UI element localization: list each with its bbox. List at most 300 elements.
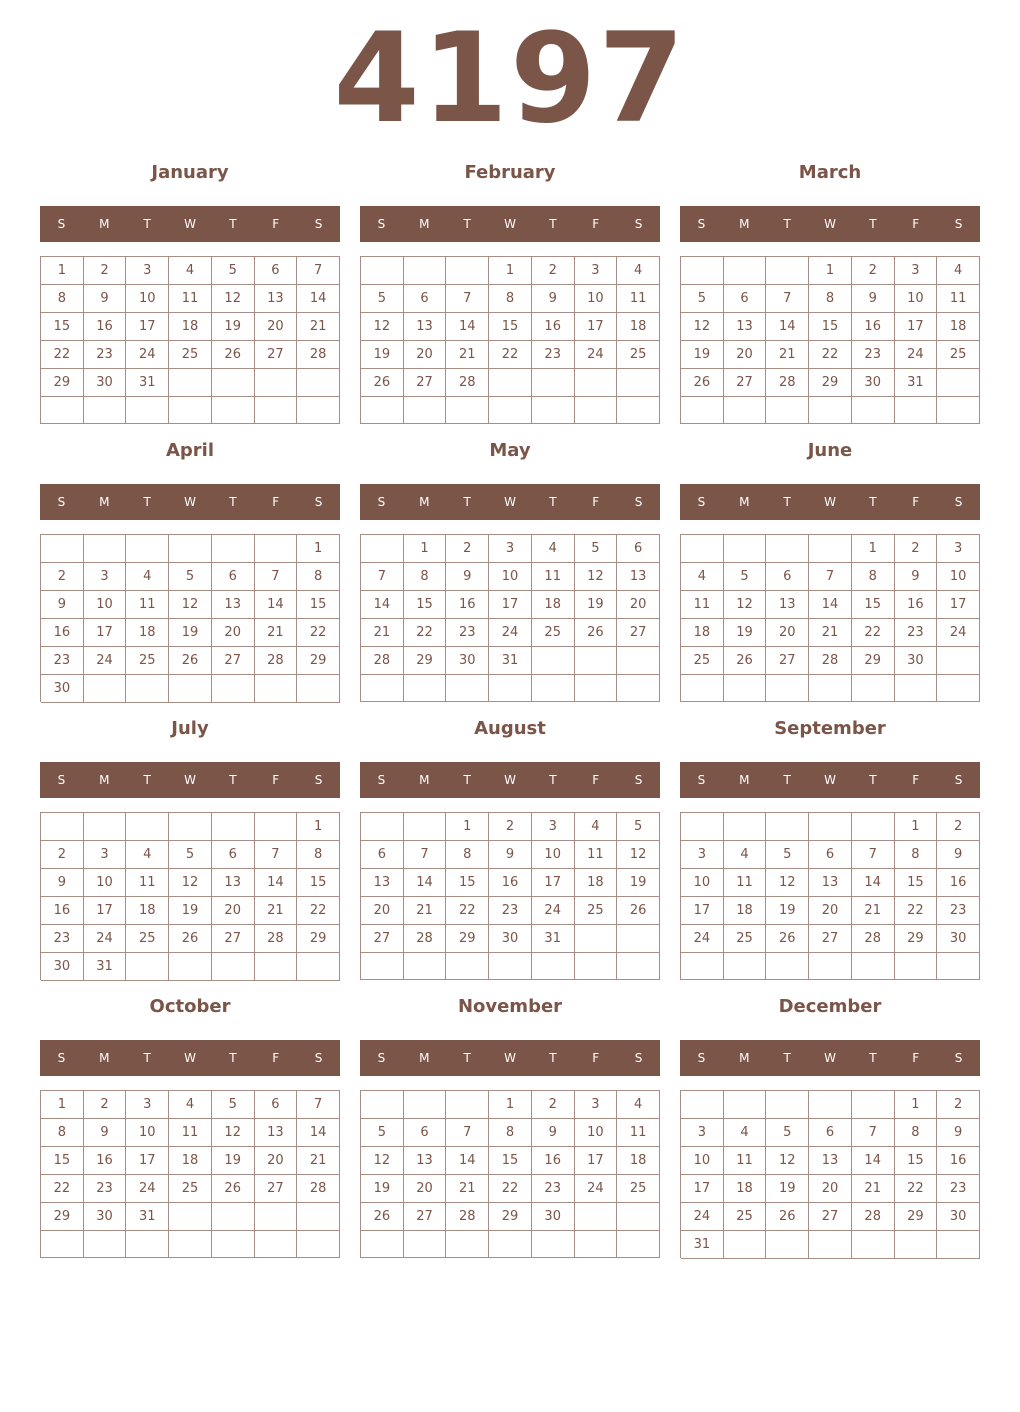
day-cell[interactable]: 1 bbox=[446, 813, 489, 841]
day-cell[interactable]: 16 bbox=[489, 869, 532, 897]
day-cell[interactable]: 18 bbox=[937, 313, 980, 341]
day-cell[interactable]: 9 bbox=[84, 285, 127, 313]
day-cell[interactable]: 1 bbox=[895, 813, 938, 841]
day-cell[interactable]: 25 bbox=[169, 1175, 212, 1203]
day-cell[interactable]: 18 bbox=[126, 897, 169, 925]
day-cell[interactable]: 13 bbox=[212, 591, 255, 619]
day-cell[interactable]: 2 bbox=[41, 841, 84, 869]
day-cell[interactable]: 3 bbox=[126, 257, 169, 285]
day-cell[interactable]: 26 bbox=[575, 619, 618, 647]
day-cell[interactable]: 13 bbox=[404, 1147, 447, 1175]
day-cell[interactable]: 19 bbox=[212, 1147, 255, 1175]
day-cell[interactable]: 2 bbox=[937, 813, 980, 841]
day-cell[interactable]: 4 bbox=[724, 841, 767, 869]
day-cell[interactable]: 8 bbox=[489, 285, 532, 313]
day-cell[interactable]: 23 bbox=[937, 897, 980, 925]
day-cell[interactable]: 1 bbox=[489, 1091, 532, 1119]
day-cell[interactable]: 12 bbox=[169, 869, 212, 897]
day-cell[interactable]: 23 bbox=[84, 1175, 127, 1203]
day-cell[interactable]: 25 bbox=[169, 341, 212, 369]
day-cell[interactable]: 27 bbox=[404, 1203, 447, 1231]
day-cell[interactable]: 31 bbox=[84, 953, 127, 981]
day-cell[interactable]: 22 bbox=[41, 1175, 84, 1203]
day-cell[interactable]: 25 bbox=[681, 647, 724, 675]
day-cell[interactable]: 26 bbox=[212, 341, 255, 369]
day-cell[interactable]: 22 bbox=[446, 897, 489, 925]
day-cell[interactable]: 27 bbox=[809, 1203, 852, 1231]
day-cell[interactable]: 20 bbox=[361, 897, 404, 925]
day-cell[interactable]: 27 bbox=[724, 369, 767, 397]
day-cell[interactable]: 9 bbox=[532, 1119, 575, 1147]
day-cell[interactable]: 31 bbox=[681, 1231, 724, 1259]
day-cell[interactable]: 18 bbox=[617, 1147, 660, 1175]
day-cell[interactable]: 1 bbox=[297, 535, 340, 563]
day-cell[interactable]: 5 bbox=[617, 813, 660, 841]
day-cell[interactable]: 23 bbox=[489, 897, 532, 925]
day-cell[interactable]: 8 bbox=[404, 563, 447, 591]
day-cell[interactable]: 25 bbox=[575, 897, 618, 925]
day-cell[interactable]: 6 bbox=[212, 841, 255, 869]
day-cell[interactable]: 3 bbox=[84, 563, 127, 591]
day-cell[interactable]: 30 bbox=[937, 925, 980, 953]
day-cell[interactable]: 17 bbox=[126, 1147, 169, 1175]
day-cell[interactable]: 9 bbox=[895, 563, 938, 591]
day-cell[interactable]: 20 bbox=[766, 619, 809, 647]
day-cell[interactable]: 17 bbox=[575, 1147, 618, 1175]
day-cell[interactable]: 27 bbox=[766, 647, 809, 675]
day-cell[interactable]: 17 bbox=[681, 1175, 724, 1203]
day-cell[interactable]: 20 bbox=[255, 313, 298, 341]
day-cell[interactable]: 23 bbox=[41, 647, 84, 675]
day-cell[interactable]: 4 bbox=[575, 813, 618, 841]
day-cell[interactable]: 22 bbox=[41, 341, 84, 369]
day-cell[interactable]: 6 bbox=[361, 841, 404, 869]
day-cell[interactable]: 2 bbox=[532, 1091, 575, 1119]
day-cell[interactable]: 15 bbox=[446, 869, 489, 897]
day-cell[interactable]: 8 bbox=[895, 841, 938, 869]
day-cell[interactable]: 10 bbox=[681, 869, 724, 897]
day-cell[interactable]: 1 bbox=[895, 1091, 938, 1119]
day-cell[interactable]: 28 bbox=[852, 925, 895, 953]
day-cell[interactable]: 15 bbox=[404, 591, 447, 619]
day-cell[interactable]: 19 bbox=[169, 619, 212, 647]
day-cell[interactable]: 7 bbox=[852, 1119, 895, 1147]
day-cell[interactable]: 21 bbox=[446, 341, 489, 369]
day-cell[interactable]: 29 bbox=[297, 647, 340, 675]
day-cell[interactable]: 20 bbox=[212, 619, 255, 647]
day-cell[interactable]: 11 bbox=[532, 563, 575, 591]
day-cell[interactable]: 12 bbox=[724, 591, 767, 619]
day-cell[interactable]: 12 bbox=[681, 313, 724, 341]
day-cell[interactable]: 26 bbox=[617, 897, 660, 925]
day-cell[interactable]: 2 bbox=[852, 257, 895, 285]
day-cell[interactable]: 6 bbox=[809, 841, 852, 869]
day-cell[interactable]: 14 bbox=[446, 313, 489, 341]
day-cell[interactable]: 4 bbox=[937, 257, 980, 285]
day-cell[interactable]: 8 bbox=[446, 841, 489, 869]
day-cell[interactable]: 13 bbox=[255, 285, 298, 313]
day-cell[interactable]: 31 bbox=[532, 925, 575, 953]
day-cell[interactable]: 25 bbox=[126, 925, 169, 953]
day-cell[interactable]: 18 bbox=[724, 1175, 767, 1203]
day-cell[interactable]: 19 bbox=[361, 1175, 404, 1203]
day-cell[interactable]: 30 bbox=[446, 647, 489, 675]
day-cell[interactable]: 18 bbox=[532, 591, 575, 619]
day-cell[interactable]: 17 bbox=[489, 591, 532, 619]
day-cell[interactable]: 9 bbox=[41, 869, 84, 897]
day-cell[interactable]: 10 bbox=[575, 285, 618, 313]
day-cell[interactable]: 13 bbox=[361, 869, 404, 897]
day-cell[interactable]: 27 bbox=[212, 925, 255, 953]
day-cell[interactable]: 15 bbox=[297, 869, 340, 897]
day-cell[interactable]: 23 bbox=[84, 341, 127, 369]
day-cell[interactable]: 31 bbox=[126, 1203, 169, 1231]
day-cell[interactable]: 3 bbox=[681, 841, 724, 869]
day-cell[interactable]: 8 bbox=[41, 285, 84, 313]
day-cell[interactable]: 8 bbox=[41, 1119, 84, 1147]
day-cell[interactable]: 4 bbox=[617, 1091, 660, 1119]
day-cell[interactable]: 29 bbox=[297, 925, 340, 953]
day-cell[interactable]: 9 bbox=[489, 841, 532, 869]
day-cell[interactable]: 25 bbox=[724, 1203, 767, 1231]
day-cell[interactable]: 21 bbox=[809, 619, 852, 647]
day-cell[interactable]: 6 bbox=[766, 563, 809, 591]
day-cell[interactable]: 1 bbox=[852, 535, 895, 563]
day-cell[interactable]: 21 bbox=[255, 897, 298, 925]
day-cell[interactable]: 17 bbox=[84, 897, 127, 925]
day-cell[interactable]: 3 bbox=[126, 1091, 169, 1119]
day-cell[interactable]: 24 bbox=[575, 341, 618, 369]
day-cell[interactable]: 28 bbox=[255, 925, 298, 953]
day-cell[interactable]: 22 bbox=[852, 619, 895, 647]
day-cell[interactable]: 9 bbox=[84, 1119, 127, 1147]
day-cell[interactable]: 13 bbox=[724, 313, 767, 341]
day-cell[interactable]: 24 bbox=[126, 1175, 169, 1203]
day-cell[interactable]: 2 bbox=[532, 257, 575, 285]
day-cell[interactable]: 2 bbox=[489, 813, 532, 841]
day-cell[interactable]: 30 bbox=[41, 675, 84, 703]
day-cell[interactable]: 22 bbox=[489, 341, 532, 369]
day-cell[interactable]: 30 bbox=[937, 1203, 980, 1231]
day-cell[interactable]: 2 bbox=[84, 257, 127, 285]
day-cell[interactable]: 26 bbox=[169, 925, 212, 953]
day-cell[interactable]: 28 bbox=[852, 1203, 895, 1231]
day-cell[interactable]: 16 bbox=[852, 313, 895, 341]
day-cell[interactable]: 6 bbox=[617, 535, 660, 563]
day-cell[interactable]: 28 bbox=[446, 1203, 489, 1231]
day-cell[interactable]: 24 bbox=[489, 619, 532, 647]
day-cell[interactable]: 7 bbox=[297, 257, 340, 285]
day-cell[interactable]: 1 bbox=[404, 535, 447, 563]
day-cell[interactable]: 7 bbox=[809, 563, 852, 591]
day-cell[interactable]: 24 bbox=[84, 925, 127, 953]
day-cell[interactable]: 15 bbox=[297, 591, 340, 619]
day-cell[interactable]: 12 bbox=[212, 1119, 255, 1147]
day-cell[interactable]: 22 bbox=[297, 619, 340, 647]
day-cell[interactable]: 30 bbox=[41, 953, 84, 981]
day-cell[interactable]: 28 bbox=[255, 647, 298, 675]
day-cell[interactable]: 24 bbox=[895, 341, 938, 369]
day-cell[interactable]: 18 bbox=[126, 619, 169, 647]
day-cell[interactable]: 19 bbox=[766, 1175, 809, 1203]
day-cell[interactable]: 22 bbox=[895, 1175, 938, 1203]
day-cell[interactable]: 3 bbox=[575, 1091, 618, 1119]
day-cell[interactable]: 22 bbox=[895, 897, 938, 925]
day-cell[interactable]: 12 bbox=[212, 285, 255, 313]
day-cell[interactable]: 21 bbox=[297, 313, 340, 341]
day-cell[interactable]: 2 bbox=[446, 535, 489, 563]
day-cell[interactable]: 9 bbox=[446, 563, 489, 591]
day-cell[interactable]: 5 bbox=[724, 563, 767, 591]
day-cell[interactable]: 31 bbox=[126, 369, 169, 397]
day-cell[interactable]: 26 bbox=[169, 647, 212, 675]
day-cell[interactable]: 5 bbox=[361, 1119, 404, 1147]
day-cell[interactable]: 16 bbox=[41, 619, 84, 647]
day-cell[interactable]: 11 bbox=[169, 1119, 212, 1147]
day-cell[interactable]: 16 bbox=[84, 1147, 127, 1175]
day-cell[interactable]: 5 bbox=[681, 285, 724, 313]
day-cell[interactable]: 6 bbox=[404, 285, 447, 313]
day-cell[interactable]: 11 bbox=[937, 285, 980, 313]
day-cell[interactable]: 4 bbox=[126, 563, 169, 591]
day-cell[interactable]: 27 bbox=[255, 341, 298, 369]
day-cell[interactable]: 9 bbox=[41, 591, 84, 619]
day-cell[interactable]: 23 bbox=[532, 341, 575, 369]
day-cell[interactable]: 13 bbox=[255, 1119, 298, 1147]
day-cell[interactable]: 3 bbox=[937, 535, 980, 563]
day-cell[interactable]: 21 bbox=[297, 1147, 340, 1175]
day-cell[interactable]: 7 bbox=[766, 285, 809, 313]
day-cell[interactable]: 12 bbox=[766, 869, 809, 897]
day-cell[interactable]: 29 bbox=[446, 925, 489, 953]
day-cell[interactable]: 4 bbox=[532, 535, 575, 563]
day-cell[interactable]: 18 bbox=[575, 869, 618, 897]
day-cell[interactable]: 29 bbox=[852, 647, 895, 675]
day-cell[interactable]: 15 bbox=[895, 1147, 938, 1175]
day-cell[interactable]: 26 bbox=[766, 925, 809, 953]
day-cell[interactable]: 16 bbox=[446, 591, 489, 619]
day-cell[interactable]: 22 bbox=[489, 1175, 532, 1203]
day-cell[interactable]: 12 bbox=[617, 841, 660, 869]
day-cell[interactable]: 3 bbox=[575, 257, 618, 285]
day-cell[interactable]: 5 bbox=[212, 1091, 255, 1119]
day-cell[interactable]: 26 bbox=[681, 369, 724, 397]
day-cell[interactable]: 16 bbox=[84, 313, 127, 341]
day-cell[interactable]: 30 bbox=[84, 1203, 127, 1231]
day-cell[interactable]: 22 bbox=[404, 619, 447, 647]
day-cell[interactable]: 7 bbox=[297, 1091, 340, 1119]
day-cell[interactable]: 20 bbox=[809, 897, 852, 925]
day-cell[interactable]: 19 bbox=[575, 591, 618, 619]
day-cell[interactable]: 27 bbox=[255, 1175, 298, 1203]
day-cell[interactable]: 4 bbox=[169, 1091, 212, 1119]
day-cell[interactable]: 28 bbox=[809, 647, 852, 675]
day-cell[interactable]: 4 bbox=[681, 563, 724, 591]
day-cell[interactable]: 24 bbox=[681, 1203, 724, 1231]
day-cell[interactable]: 9 bbox=[937, 841, 980, 869]
day-cell[interactable]: 14 bbox=[255, 869, 298, 897]
day-cell[interactable]: 18 bbox=[169, 1147, 212, 1175]
day-cell[interactable]: 20 bbox=[404, 1175, 447, 1203]
day-cell[interactable]: 4 bbox=[169, 257, 212, 285]
day-cell[interactable]: 5 bbox=[766, 1119, 809, 1147]
day-cell[interactable]: 11 bbox=[169, 285, 212, 313]
day-cell[interactable]: 14 bbox=[446, 1147, 489, 1175]
day-cell[interactable]: 17 bbox=[937, 591, 980, 619]
day-cell[interactable]: 7 bbox=[361, 563, 404, 591]
day-cell[interactable]: 6 bbox=[255, 1091, 298, 1119]
day-cell[interactable]: 30 bbox=[489, 925, 532, 953]
day-cell[interactable]: 15 bbox=[895, 869, 938, 897]
day-cell[interactable]: 26 bbox=[361, 369, 404, 397]
day-cell[interactable]: 18 bbox=[617, 313, 660, 341]
day-cell[interactable]: 12 bbox=[766, 1147, 809, 1175]
day-cell[interactable]: 29 bbox=[895, 925, 938, 953]
day-cell[interactable]: 7 bbox=[255, 563, 298, 591]
day-cell[interactable]: 7 bbox=[404, 841, 447, 869]
day-cell[interactable]: 29 bbox=[41, 369, 84, 397]
day-cell[interactable]: 3 bbox=[895, 257, 938, 285]
day-cell[interactable]: 8 bbox=[297, 563, 340, 591]
day-cell[interactable]: 15 bbox=[41, 1147, 84, 1175]
day-cell[interactable]: 2 bbox=[895, 535, 938, 563]
day-cell[interactable]: 6 bbox=[809, 1119, 852, 1147]
day-cell[interactable]: 25 bbox=[617, 1175, 660, 1203]
day-cell[interactable]: 29 bbox=[404, 647, 447, 675]
day-cell[interactable]: 26 bbox=[212, 1175, 255, 1203]
day-cell[interactable]: 10 bbox=[681, 1147, 724, 1175]
day-cell[interactable]: 13 bbox=[404, 313, 447, 341]
day-cell[interactable]: 7 bbox=[852, 841, 895, 869]
day-cell[interactable]: 10 bbox=[532, 841, 575, 869]
day-cell[interactable]: 4 bbox=[724, 1119, 767, 1147]
day-cell[interactable]: 3 bbox=[681, 1119, 724, 1147]
day-cell[interactable]: 17 bbox=[895, 313, 938, 341]
day-cell[interactable]: 21 bbox=[446, 1175, 489, 1203]
day-cell[interactable]: 15 bbox=[489, 1147, 532, 1175]
day-cell[interactable]: 7 bbox=[446, 285, 489, 313]
day-cell[interactable]: 24 bbox=[681, 925, 724, 953]
day-cell[interactable]: 10 bbox=[126, 285, 169, 313]
day-cell[interactable]: 11 bbox=[724, 869, 767, 897]
day-cell[interactable]: 16 bbox=[532, 313, 575, 341]
day-cell[interactable]: 28 bbox=[404, 925, 447, 953]
day-cell[interactable]: 29 bbox=[41, 1203, 84, 1231]
day-cell[interactable]: 11 bbox=[617, 285, 660, 313]
day-cell[interactable]: 11 bbox=[126, 869, 169, 897]
day-cell[interactable]: 14 bbox=[361, 591, 404, 619]
day-cell[interactable]: 28 bbox=[766, 369, 809, 397]
day-cell[interactable]: 4 bbox=[126, 841, 169, 869]
day-cell[interactable]: 17 bbox=[575, 313, 618, 341]
day-cell[interactable]: 2 bbox=[937, 1091, 980, 1119]
day-cell[interactable]: 24 bbox=[575, 1175, 618, 1203]
day-cell[interactable]: 3 bbox=[532, 813, 575, 841]
day-cell[interactable]: 23 bbox=[41, 925, 84, 953]
day-cell[interactable]: 19 bbox=[766, 897, 809, 925]
day-cell[interactable]: 11 bbox=[681, 591, 724, 619]
day-cell[interactable]: 2 bbox=[84, 1091, 127, 1119]
day-cell[interactable]: 30 bbox=[532, 1203, 575, 1231]
day-cell[interactable]: 29 bbox=[489, 1203, 532, 1231]
day-cell[interactable]: 14 bbox=[297, 1119, 340, 1147]
day-cell[interactable]: 1 bbox=[41, 257, 84, 285]
day-cell[interactable]: 6 bbox=[255, 257, 298, 285]
day-cell[interactable]: 10 bbox=[84, 591, 127, 619]
day-cell[interactable]: 15 bbox=[809, 313, 852, 341]
day-cell[interactable]: 8 bbox=[809, 285, 852, 313]
day-cell[interactable]: 17 bbox=[84, 619, 127, 647]
day-cell[interactable]: 7 bbox=[255, 841, 298, 869]
day-cell[interactable]: 24 bbox=[84, 647, 127, 675]
day-cell[interactable]: 8 bbox=[895, 1119, 938, 1147]
day-cell[interactable]: 15 bbox=[41, 313, 84, 341]
day-cell[interactable]: 1 bbox=[489, 257, 532, 285]
day-cell[interactable]: 19 bbox=[617, 869, 660, 897]
day-cell[interactable]: 30 bbox=[895, 647, 938, 675]
day-cell[interactable]: 2 bbox=[41, 563, 84, 591]
day-cell[interactable]: 12 bbox=[169, 591, 212, 619]
day-cell[interactable]: 12 bbox=[361, 313, 404, 341]
day-cell[interactable]: 6 bbox=[724, 285, 767, 313]
day-cell[interactable]: 19 bbox=[361, 341, 404, 369]
day-cell[interactable]: 13 bbox=[617, 563, 660, 591]
day-cell[interactable]: 1 bbox=[809, 257, 852, 285]
day-cell[interactable]: 20 bbox=[617, 591, 660, 619]
day-cell[interactable]: 10 bbox=[895, 285, 938, 313]
day-cell[interactable]: 23 bbox=[895, 619, 938, 647]
day-cell[interactable]: 26 bbox=[361, 1203, 404, 1231]
day-cell[interactable]: 27 bbox=[809, 925, 852, 953]
day-cell[interactable]: 11 bbox=[126, 591, 169, 619]
day-cell[interactable]: 19 bbox=[724, 619, 767, 647]
day-cell[interactable]: 10 bbox=[575, 1119, 618, 1147]
day-cell[interactable]: 23 bbox=[937, 1175, 980, 1203]
day-cell[interactable]: 10 bbox=[489, 563, 532, 591]
day-cell[interactable]: 11 bbox=[724, 1147, 767, 1175]
day-cell[interactable]: 8 bbox=[489, 1119, 532, 1147]
day-cell[interactable]: 24 bbox=[937, 619, 980, 647]
day-cell[interactable]: 28 bbox=[361, 647, 404, 675]
day-cell[interactable]: 20 bbox=[404, 341, 447, 369]
day-cell[interactable]: 16 bbox=[532, 1147, 575, 1175]
day-cell[interactable]: 12 bbox=[575, 563, 618, 591]
day-cell[interactable]: 16 bbox=[41, 897, 84, 925]
day-cell[interactable]: 11 bbox=[575, 841, 618, 869]
day-cell[interactable]: 26 bbox=[724, 647, 767, 675]
day-cell[interactable]: 5 bbox=[766, 841, 809, 869]
day-cell[interactable]: 25 bbox=[532, 619, 575, 647]
day-cell[interactable]: 14 bbox=[404, 869, 447, 897]
day-cell[interactable]: 27 bbox=[404, 369, 447, 397]
day-cell[interactable]: 5 bbox=[169, 563, 212, 591]
day-cell[interactable]: 25 bbox=[724, 925, 767, 953]
day-cell[interactable]: 14 bbox=[809, 591, 852, 619]
day-cell[interactable]: 13 bbox=[212, 869, 255, 897]
day-cell[interactable]: 31 bbox=[895, 369, 938, 397]
day-cell[interactable]: 3 bbox=[84, 841, 127, 869]
day-cell[interactable]: 29 bbox=[809, 369, 852, 397]
day-cell[interactable]: 21 bbox=[766, 341, 809, 369]
day-cell[interactable]: 9 bbox=[532, 285, 575, 313]
day-cell[interactable]: 20 bbox=[809, 1175, 852, 1203]
day-cell[interactable]: 22 bbox=[809, 341, 852, 369]
day-cell[interactable]: 25 bbox=[937, 341, 980, 369]
day-cell[interactable]: 8 bbox=[852, 563, 895, 591]
day-cell[interactable]: 10 bbox=[84, 869, 127, 897]
day-cell[interactable]: 23 bbox=[852, 341, 895, 369]
day-cell[interactable]: 30 bbox=[84, 369, 127, 397]
